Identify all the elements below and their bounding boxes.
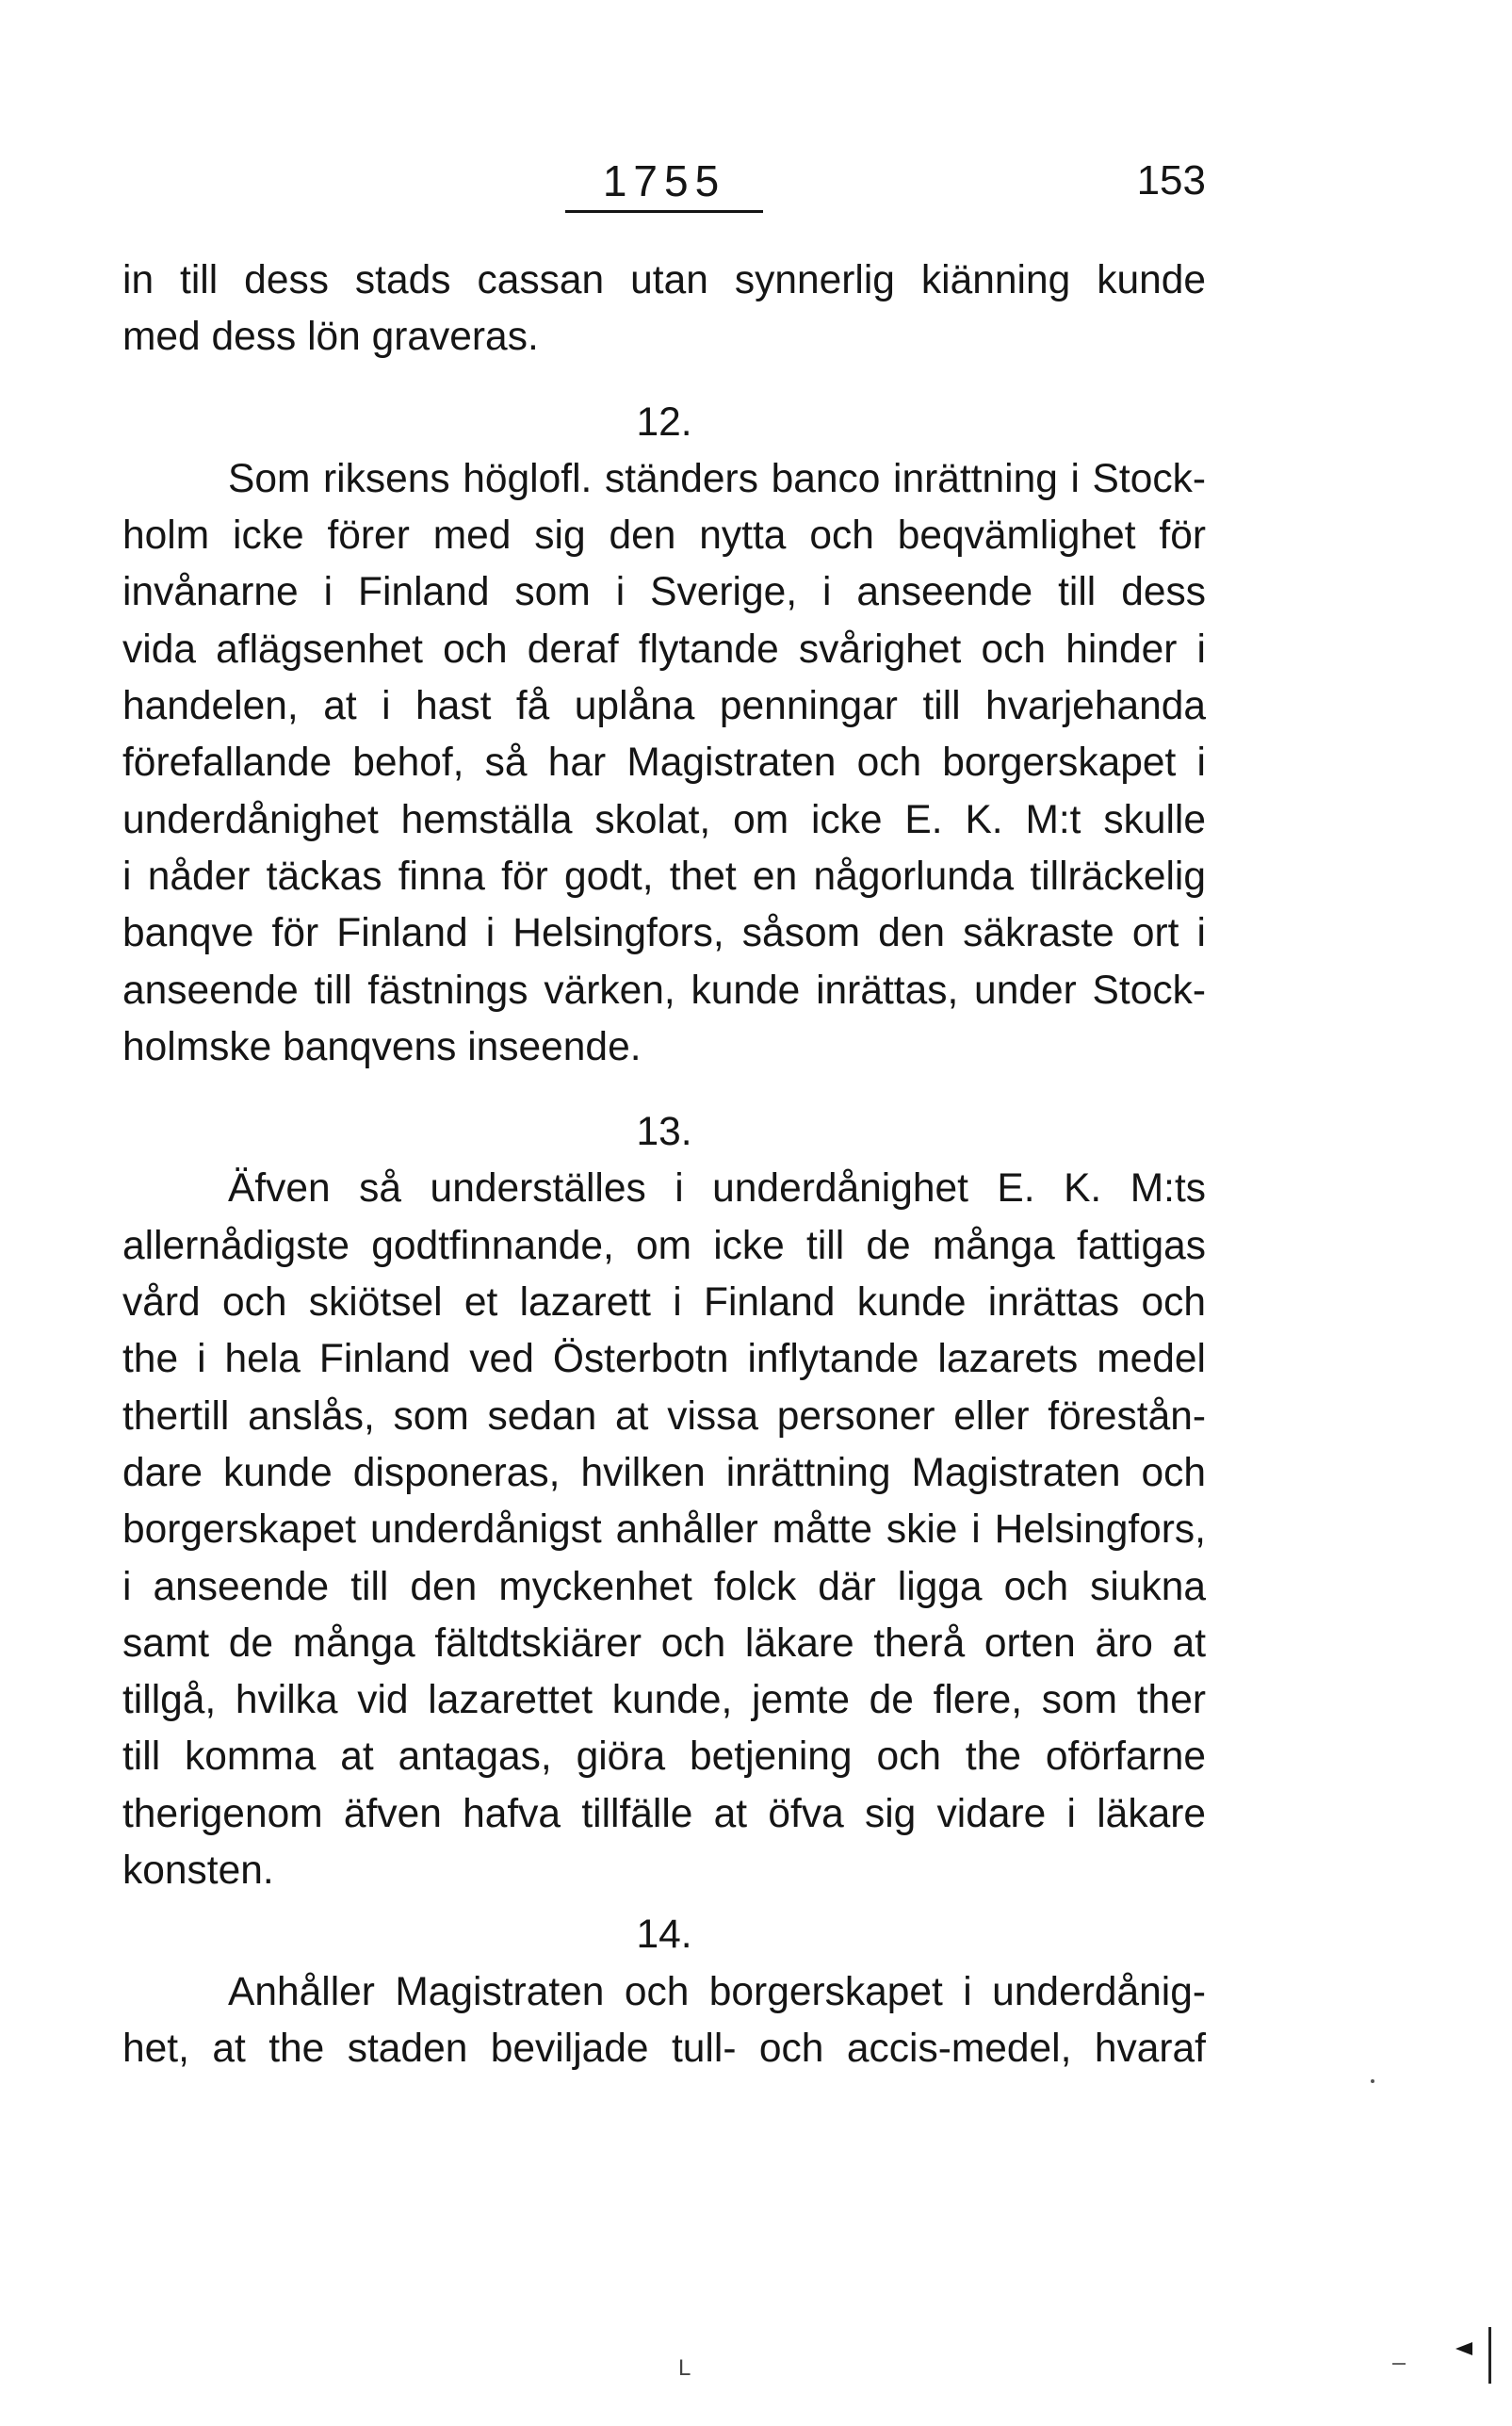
text-line: vård och skiötsel et lazarett i Finland kunde inrättas och [122, 1280, 1206, 1326]
page-number: 153 [1136, 157, 1206, 204]
text-line: konsten. [122, 1848, 274, 1894]
text-line: handelen, at i hast få uplåna penningar till hvarjehanda [122, 684, 1206, 729]
text-line: dare kunde disponeras, hvilken inrättning Magistraten och [122, 1450, 1206, 1495]
text-line: med dess lön graveras. [122, 315, 539, 360]
margin-mark-dash [1392, 2363, 1406, 2365]
header-year: 1755 [602, 156, 726, 205]
spacer [122, 1899, 1206, 1907]
text-line: anseende till fästnings värken, kunde inrättas, under Stock- [122, 968, 1206, 1013]
text-line: i nåder täckas finna för godt, thet en någorlunda tillräckelig [122, 854, 1206, 899]
text-line: förefallande behof, så har Magistraten och borgerskapet i [122, 741, 1206, 786]
text-line: allernådigste godtfinnande, om icke till de många fattigas [122, 1223, 1206, 1268]
text-line: till komma at antagas, giöra betjening och the oförfarne [122, 1734, 1206, 1780]
text-line: i anseende till den myckenhet folck där ligga och siukna [122, 1564, 1206, 1609]
text-line: tillgå, hvilka vid lazarettet kunde, jemte de flere, som ther [122, 1678, 1206, 1723]
section-heading-13: 13. [636, 1110, 692, 1155]
text-line: underdånighet hemställa skolat, om icke E. K. M:t skulle [122, 797, 1206, 842]
text-line: invånarne i Finland som i Sverige, i anseende till dess [122, 570, 1206, 615]
margin-bar [1488, 2327, 1491, 2384]
spacer [122, 366, 1206, 395]
text-line: thertill anslås, som sedan at vissa personer eller förestån- [122, 1393, 1206, 1439]
text-line: in till dess stads cassan utan synnerlig kiänning kunde [122, 258, 1206, 302]
spacer [122, 1076, 1206, 1104]
text-line: therigenom äfven hafva tillfälle at öfva sig vidare i läkare [122, 1791, 1206, 1836]
text-line: banqve för Finland i Helsingfors, såsom den säkraste ort i [122, 911, 1206, 956]
scan-speck [1371, 2079, 1374, 2083]
text-line: Äfven så underställes i underdånighet E. K. M:ts [228, 1166, 1206, 1212]
text-line: holm icke förer med sig den nytta och beqvämlighet för [122, 513, 1206, 559]
text-line: vida aflägsenhet och deraf flytande svårighet och hinder i [122, 627, 1206, 672]
text-line: samt de många fältdtskiärer och läkare therå orten äro at [122, 1620, 1206, 1666]
margin-mark-l: L [678, 2355, 691, 2381]
text-line: Som riksens höglofl. ständers banco inrättning i Stock- [228, 456, 1206, 501]
text-line: borgerskapet underdånigst anhåller måtte skie i Helsingfors, [122, 1507, 1206, 1553]
header-rule [565, 210, 763, 213]
text-line: het, at the staden beviljade tull- och accis-medel, hvaraf [122, 2026, 1206, 2071]
margin-arrow-icon [1455, 2342, 1472, 2355]
page-header [122, 155, 1206, 221]
section-heading-14: 14. [636, 1913, 692, 1958]
text-line: Anhåller Magistraten och borgerskapet i underdånig- [228, 1969, 1206, 2014]
text-line: the i hela Finland ved Österbotn inflytande lazarets medel [122, 1337, 1206, 1382]
text-line: holmske banqvens inseende. [122, 1024, 642, 1069]
page-body [122, 252, 1206, 2077]
section-heading-12: 12. [636, 399, 692, 445]
